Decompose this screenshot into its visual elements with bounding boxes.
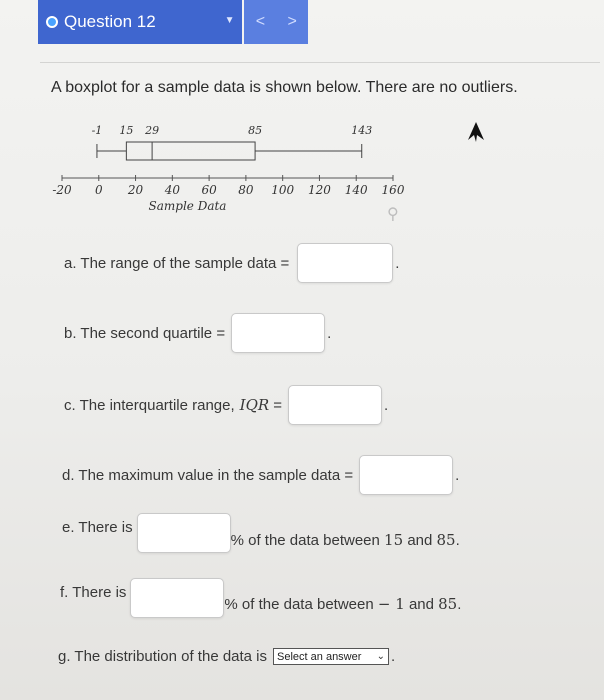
question-f-v1: − 1 xyxy=(377,595,405,613)
question-c xyxy=(64,385,388,425)
question-a-text: a. The range of the sample data = xyxy=(64,254,290,272)
x-tick-label: 20 xyxy=(127,183,144,197)
question-d xyxy=(62,455,459,495)
x-tick-label: 40 xyxy=(164,183,180,197)
boxplot-chart xyxy=(40,112,420,222)
question-e-v1: 15 xyxy=(384,531,404,549)
value-label-q1: 15 xyxy=(119,124,134,137)
x-tick-label: 60 xyxy=(201,183,217,197)
x-tick-label: 140 xyxy=(344,183,368,197)
question-e-text: e. There is xyxy=(62,519,133,536)
x-tick-label: 100 xyxy=(271,183,295,197)
question-f xyxy=(60,578,461,618)
question-e-rest xyxy=(231,531,460,549)
divider xyxy=(40,62,600,63)
question-a-period: . xyxy=(395,254,400,272)
question-f-rest xyxy=(224,595,461,613)
question-f-period: . xyxy=(457,596,462,613)
answer-c-input[interactable] xyxy=(288,385,382,425)
question-header xyxy=(38,0,308,46)
x-axis-label: Sample Data xyxy=(148,199,227,213)
question-nav xyxy=(244,0,308,44)
value-label-max: 143 xyxy=(351,124,373,137)
question-c-period: . xyxy=(383,396,389,414)
question-e-mid: % of the data between xyxy=(230,532,380,549)
question-d-text: d. The maximum value in the sample data = xyxy=(62,466,354,484)
question-f-v2: 85 xyxy=(438,595,458,613)
status-dot-icon xyxy=(46,16,58,28)
question-b-period: . xyxy=(327,324,332,342)
x-tick-label: 0 xyxy=(94,183,103,197)
question-e-v2: 85 xyxy=(436,531,456,549)
iqr-symbol: IQR xyxy=(239,396,270,414)
question-f-mid: % of the data between xyxy=(224,596,374,613)
x-tick-label: 160 xyxy=(381,183,405,197)
question-d-period: . xyxy=(455,466,460,484)
x-tick-label: 120 xyxy=(307,183,331,197)
question-e xyxy=(62,513,460,553)
value-label-median: 29 xyxy=(145,124,160,137)
caret-down-icon: ▼ xyxy=(224,15,235,26)
x-tick-label: 80 xyxy=(238,183,254,197)
prev-question-icon[interactable]: < xyxy=(255,13,266,30)
chevron-down-icon: ⌄ xyxy=(376,651,386,662)
question-b xyxy=(64,313,331,353)
question-f-and: and xyxy=(408,596,434,613)
value-label-min: -1 xyxy=(91,124,103,137)
answer-d-input[interactable] xyxy=(359,455,453,495)
question-c-text: c. The interquartile range, xyxy=(64,396,235,414)
distribution-select[interactable] xyxy=(273,648,389,665)
x-tick-label: -20 xyxy=(52,183,72,197)
magnifier-icon: ⚲ xyxy=(387,206,399,223)
answer-e-input[interactable] xyxy=(137,513,231,553)
question-intro: A boxplot for a sample data is shown below. There are no outliers. xyxy=(51,79,518,96)
question-g-period: . xyxy=(391,648,396,665)
answer-f-input[interactable] xyxy=(130,578,224,618)
distribution-select-value: Select an answer xyxy=(277,650,362,663)
question-b-text: b. The second quartile = xyxy=(64,324,226,342)
question-g xyxy=(58,648,395,665)
question-selector[interactable] xyxy=(38,0,242,44)
answer-a-input[interactable] xyxy=(297,243,393,283)
next-question-icon[interactable]: > xyxy=(287,13,297,30)
mouse-cursor-icon xyxy=(467,121,485,143)
question-label: Question 12 xyxy=(64,12,156,31)
question-g-text: g. The distribution of the data is xyxy=(58,648,268,665)
question-a xyxy=(64,243,399,283)
question-e-period: . xyxy=(455,532,460,549)
question-c-eq: = xyxy=(273,396,282,414)
question-e-and: and xyxy=(407,532,433,549)
question-f-text: f. There is xyxy=(60,584,127,601)
iqr-box xyxy=(126,142,255,160)
value-label-q3: 85 xyxy=(248,124,263,137)
answer-b-input[interactable] xyxy=(231,313,325,353)
